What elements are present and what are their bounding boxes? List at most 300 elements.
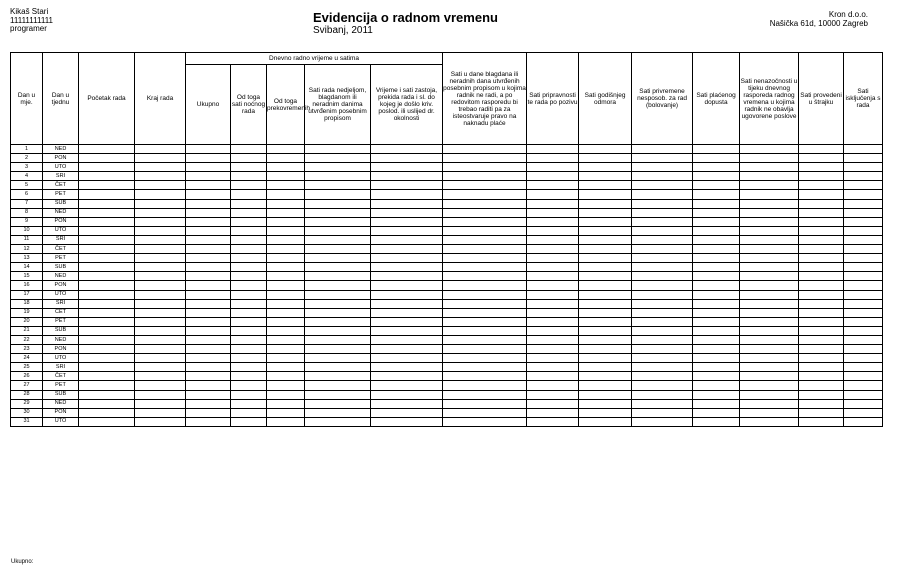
table-cell[interactable] <box>305 308 371 317</box>
table-cell[interactable] <box>305 290 371 299</box>
table-cell[interactable] <box>305 345 371 354</box>
table-cell[interactable] <box>267 290 305 299</box>
table-cell[interactable] <box>135 408 186 417</box>
table-cell[interactable] <box>579 408 632 417</box>
table-cell[interactable] <box>79 208 135 217</box>
table-cell[interactable] <box>231 208 267 217</box>
table-cell[interactable] <box>231 181 267 190</box>
table-cell[interactable] <box>79 226 135 235</box>
table-cell[interactable] <box>693 363 740 372</box>
table-cell[interactable] <box>632 172 693 181</box>
table-cell[interactable] <box>693 299 740 308</box>
table-cell[interactable] <box>527 172 579 181</box>
table-cell[interactable] <box>632 308 693 317</box>
table-cell[interactable] <box>844 290 883 299</box>
table-cell[interactable] <box>371 399 443 408</box>
table-cell[interactable] <box>135 163 186 172</box>
table-cell[interactable] <box>305 208 371 217</box>
table-cell[interactable] <box>799 154 844 163</box>
table-cell[interactable] <box>579 217 632 226</box>
table-cell[interactable] <box>79 399 135 408</box>
table-cell[interactable] <box>186 390 231 399</box>
table-cell[interactable] <box>527 263 579 272</box>
table-cell[interactable] <box>135 245 186 254</box>
table-cell[interactable] <box>799 208 844 217</box>
table-cell[interactable] <box>135 217 186 226</box>
table-cell[interactable] <box>527 272 579 281</box>
table-cell[interactable] <box>693 326 740 335</box>
table-cell[interactable] <box>443 190 527 199</box>
table-cell[interactable] <box>267 254 305 263</box>
table-cell[interactable] <box>632 199 693 208</box>
table-cell[interactable] <box>579 345 632 354</box>
table-cell[interactable] <box>305 199 371 208</box>
table-cell[interactable] <box>267 190 305 199</box>
table-cell[interactable] <box>527 335 579 344</box>
table-cell[interactable] <box>443 326 527 335</box>
table-cell[interactable] <box>79 181 135 190</box>
table-cell[interactable] <box>527 317 579 326</box>
table-cell[interactable] <box>799 172 844 181</box>
table-cell[interactable] <box>740 245 799 254</box>
table-cell[interactable] <box>231 163 267 172</box>
table-cell[interactable] <box>305 245 371 254</box>
table-cell[interactable] <box>844 381 883 390</box>
table-cell[interactable] <box>799 317 844 326</box>
table-cell[interactable] <box>740 172 799 181</box>
table-cell[interactable] <box>740 281 799 290</box>
table-cell[interactable] <box>740 317 799 326</box>
table-cell[interactable] <box>371 235 443 244</box>
table-cell[interactable] <box>186 254 231 263</box>
table-cell[interactable] <box>371 281 443 290</box>
table-cell[interactable] <box>740 208 799 217</box>
table-cell[interactable] <box>371 254 443 263</box>
table-cell[interactable] <box>186 263 231 272</box>
table-cell[interactable] <box>844 272 883 281</box>
table-cell[interactable] <box>135 417 186 426</box>
table-cell[interactable] <box>579 317 632 326</box>
table-cell[interactable] <box>267 417 305 426</box>
table-cell[interactable] <box>443 172 527 181</box>
table-cell[interactable] <box>693 335 740 344</box>
table-cell[interactable] <box>527 154 579 163</box>
table-cell[interactable] <box>231 399 267 408</box>
table-cell[interactable] <box>267 281 305 290</box>
table-cell[interactable] <box>799 245 844 254</box>
table-cell[interactable] <box>740 199 799 208</box>
table-cell[interactable] <box>371 226 443 235</box>
table-cell[interactable] <box>693 317 740 326</box>
table-cell[interactable] <box>799 290 844 299</box>
table-cell[interactable] <box>740 154 799 163</box>
table-cell[interactable] <box>231 381 267 390</box>
table-cell[interactable] <box>693 354 740 363</box>
table-cell[interactable] <box>740 163 799 172</box>
table-cell[interactable] <box>267 272 305 281</box>
table-cell[interactable] <box>79 235 135 244</box>
table-cell[interactable] <box>632 190 693 199</box>
table-cell[interactable] <box>267 372 305 381</box>
table-cell[interactable] <box>79 217 135 226</box>
table-cell[interactable] <box>79 372 135 381</box>
table-cell[interactable] <box>305 417 371 426</box>
table-cell[interactable] <box>231 190 267 199</box>
table-cell[interactable] <box>231 226 267 235</box>
table-cell[interactable] <box>693 217 740 226</box>
table-cell[interactable] <box>371 363 443 372</box>
table-cell[interactable] <box>799 399 844 408</box>
table-cell[interactable] <box>305 181 371 190</box>
table-cell[interactable] <box>443 154 527 163</box>
table-cell[interactable] <box>632 417 693 426</box>
table-cell[interactable] <box>579 335 632 344</box>
table-cell[interactable] <box>305 335 371 344</box>
table-cell[interactable] <box>527 363 579 372</box>
table-cell[interactable] <box>443 372 527 381</box>
table-cell[interactable] <box>267 172 305 181</box>
table-cell[interactable] <box>799 263 844 272</box>
table-cell[interactable] <box>135 154 186 163</box>
table-cell[interactable] <box>740 372 799 381</box>
table-cell[interactable] <box>267 245 305 254</box>
table-cell[interactable] <box>693 417 740 426</box>
table-cell[interactable] <box>135 272 186 281</box>
table-cell[interactable] <box>632 163 693 172</box>
table-cell[interactable] <box>799 372 844 381</box>
table-cell[interactable] <box>305 172 371 181</box>
table-cell[interactable] <box>844 163 883 172</box>
table-cell[interactable] <box>186 299 231 308</box>
table-cell[interactable] <box>79 245 135 254</box>
table-cell[interactable] <box>305 390 371 399</box>
table-cell[interactable] <box>267 408 305 417</box>
table-cell[interactable] <box>799 299 844 308</box>
table-cell[interactable] <box>186 381 231 390</box>
table-cell[interactable] <box>632 390 693 399</box>
table-cell[interactable] <box>231 390 267 399</box>
table-cell[interactable] <box>740 417 799 426</box>
table-cell[interactable] <box>693 181 740 190</box>
table-cell[interactable] <box>799 417 844 426</box>
table-cell[interactable] <box>371 199 443 208</box>
table-cell[interactable] <box>740 145 799 154</box>
table-cell[interactable] <box>231 290 267 299</box>
table-cell[interactable] <box>799 381 844 390</box>
table-cell[interactable] <box>693 281 740 290</box>
table-cell[interactable] <box>632 408 693 417</box>
table-cell[interactable] <box>186 335 231 344</box>
table-cell[interactable] <box>305 372 371 381</box>
table-cell[interactable] <box>527 354 579 363</box>
table-cell[interactable] <box>740 263 799 272</box>
table-cell[interactable] <box>135 390 186 399</box>
table-cell[interactable] <box>135 326 186 335</box>
table-cell[interactable] <box>231 417 267 426</box>
table-cell[interactable] <box>79 190 135 199</box>
table-cell[interactable] <box>371 299 443 308</box>
table-cell[interactable] <box>231 172 267 181</box>
table-cell[interactable] <box>305 272 371 281</box>
table-cell[interactable] <box>693 308 740 317</box>
table-cell[interactable] <box>443 145 527 154</box>
table-cell[interactable] <box>527 390 579 399</box>
table-cell[interactable] <box>740 354 799 363</box>
table-cell[interactable] <box>632 217 693 226</box>
table-cell[interactable] <box>135 290 186 299</box>
table-cell[interactable] <box>579 281 632 290</box>
table-cell[interactable] <box>443 217 527 226</box>
table-cell[interactable] <box>79 199 135 208</box>
table-cell[interactable] <box>135 281 186 290</box>
table-cell[interactable] <box>79 363 135 372</box>
table-cell[interactable] <box>135 145 186 154</box>
table-cell[interactable] <box>632 263 693 272</box>
table-cell[interactable] <box>186 345 231 354</box>
table-cell[interactable] <box>844 345 883 354</box>
table-cell[interactable] <box>632 245 693 254</box>
table-cell[interactable] <box>693 263 740 272</box>
table-cell[interactable] <box>371 172 443 181</box>
table-cell[interactable] <box>579 254 632 263</box>
table-cell[interactable] <box>186 399 231 408</box>
table-cell[interactable] <box>231 308 267 317</box>
table-cell[interactable] <box>527 145 579 154</box>
table-cell[interactable] <box>844 254 883 263</box>
table-cell[interactable] <box>371 181 443 190</box>
table-cell[interactable] <box>371 317 443 326</box>
table-cell[interactable] <box>579 172 632 181</box>
table-cell[interactable] <box>79 326 135 335</box>
table-cell[interactable] <box>186 281 231 290</box>
table-cell[interactable] <box>267 226 305 235</box>
table-cell[interactable] <box>693 399 740 408</box>
table-cell[interactable] <box>305 263 371 272</box>
table-cell[interactable] <box>740 254 799 263</box>
table-cell[interactable] <box>527 254 579 263</box>
table-cell[interactable] <box>267 181 305 190</box>
table-cell[interactable] <box>579 145 632 154</box>
table-cell[interactable] <box>527 281 579 290</box>
table-cell[interactable] <box>371 308 443 317</box>
table-cell[interactable] <box>186 199 231 208</box>
table-cell[interactable] <box>135 345 186 354</box>
table-cell[interactable] <box>267 335 305 344</box>
table-cell[interactable] <box>844 263 883 272</box>
table-cell[interactable] <box>267 345 305 354</box>
table-cell[interactable] <box>844 281 883 290</box>
table-cell[interactable] <box>371 245 443 254</box>
table-cell[interactable] <box>443 399 527 408</box>
table-cell[interactable] <box>186 226 231 235</box>
table-cell[interactable] <box>135 208 186 217</box>
table-cell[interactable] <box>186 272 231 281</box>
table-cell[interactable] <box>305 163 371 172</box>
table-cell[interactable] <box>632 181 693 190</box>
table-cell[interactable] <box>231 154 267 163</box>
table-cell[interactable] <box>231 245 267 254</box>
table-cell[interactable] <box>693 254 740 263</box>
table-cell[interactable] <box>371 354 443 363</box>
table-cell[interactable] <box>305 145 371 154</box>
table-cell[interactable] <box>693 381 740 390</box>
table-cell[interactable] <box>231 363 267 372</box>
table-cell[interactable] <box>527 399 579 408</box>
table-cell[interactable] <box>844 245 883 254</box>
table-cell[interactable] <box>579 363 632 372</box>
table-cell[interactable] <box>305 299 371 308</box>
table-cell[interactable] <box>135 308 186 317</box>
table-cell[interactable] <box>371 372 443 381</box>
table-cell[interactable] <box>305 317 371 326</box>
table-cell[interactable] <box>443 281 527 290</box>
table-cell[interactable] <box>443 308 527 317</box>
table-cell[interactable] <box>799 163 844 172</box>
table-cell[interactable] <box>579 299 632 308</box>
table-cell[interactable] <box>632 354 693 363</box>
table-cell[interactable] <box>443 345 527 354</box>
table-cell[interactable] <box>632 290 693 299</box>
table-cell[interactable] <box>135 335 186 344</box>
table-cell[interactable] <box>740 326 799 335</box>
table-cell[interactable] <box>844 235 883 244</box>
table-cell[interactable] <box>632 299 693 308</box>
table-cell[interactable] <box>186 317 231 326</box>
table-cell[interactable] <box>443 263 527 272</box>
table-cell[interactable] <box>799 363 844 372</box>
table-cell[interactable] <box>579 208 632 217</box>
table-cell[interactable] <box>371 272 443 281</box>
table-cell[interactable] <box>305 408 371 417</box>
table-cell[interactable] <box>527 372 579 381</box>
table-cell[interactable] <box>693 390 740 399</box>
table-cell[interactable] <box>135 181 186 190</box>
table-cell[interactable] <box>135 381 186 390</box>
table-cell[interactable] <box>527 217 579 226</box>
table-cell[interactable] <box>799 190 844 199</box>
table-cell[interactable] <box>443 408 527 417</box>
table-cell[interactable] <box>267 381 305 390</box>
table-cell[interactable] <box>799 272 844 281</box>
table-cell[interactable] <box>740 235 799 244</box>
table-cell[interactable] <box>527 199 579 208</box>
table-cell[interactable] <box>443 226 527 235</box>
table-cell[interactable] <box>267 263 305 272</box>
table-cell[interactable] <box>135 263 186 272</box>
table-cell[interactable] <box>79 408 135 417</box>
table-cell[interactable] <box>371 326 443 335</box>
table-cell[interactable] <box>79 281 135 290</box>
table-cell[interactable] <box>371 345 443 354</box>
table-cell[interactable] <box>186 326 231 335</box>
table-cell[interactable] <box>527 181 579 190</box>
table-cell[interactable] <box>740 381 799 390</box>
table-cell[interactable] <box>443 245 527 254</box>
table-cell[interactable] <box>844 354 883 363</box>
table-cell[interactable] <box>844 390 883 399</box>
table-cell[interactable] <box>799 217 844 226</box>
table-cell[interactable] <box>135 254 186 263</box>
table-cell[interactable] <box>267 390 305 399</box>
table-cell[interactable] <box>305 363 371 372</box>
table-cell[interactable] <box>844 372 883 381</box>
table-cell[interactable] <box>79 272 135 281</box>
table-cell[interactable] <box>844 317 883 326</box>
table-cell[interactable] <box>305 235 371 244</box>
table-cell[interactable] <box>267 363 305 372</box>
table-cell[interactable] <box>79 290 135 299</box>
table-cell[interactable] <box>844 226 883 235</box>
table-cell[interactable] <box>693 245 740 254</box>
table-cell[interactable] <box>693 199 740 208</box>
table-cell[interactable] <box>844 190 883 199</box>
table-cell[interactable] <box>443 254 527 263</box>
table-cell[interactable] <box>267 299 305 308</box>
table-cell[interactable] <box>186 217 231 226</box>
table-cell[interactable] <box>799 181 844 190</box>
table-cell[interactable] <box>186 290 231 299</box>
table-cell[interactable] <box>186 235 231 244</box>
table-cell[interactable] <box>693 190 740 199</box>
table-cell[interactable] <box>579 226 632 235</box>
table-cell[interactable] <box>231 408 267 417</box>
table-cell[interactable] <box>371 417 443 426</box>
table-cell[interactable] <box>527 290 579 299</box>
table-cell[interactable] <box>579 326 632 335</box>
table-cell[interactable] <box>231 217 267 226</box>
table-cell[interactable] <box>79 381 135 390</box>
table-cell[interactable] <box>443 390 527 399</box>
table-cell[interactable] <box>79 254 135 263</box>
table-cell[interactable] <box>527 308 579 317</box>
table-cell[interactable] <box>740 226 799 235</box>
table-cell[interactable] <box>305 381 371 390</box>
table-cell[interactable] <box>799 354 844 363</box>
table-cell[interactable] <box>186 308 231 317</box>
table-cell[interactable] <box>799 254 844 263</box>
table-cell[interactable] <box>693 290 740 299</box>
table-cell[interactable] <box>579 181 632 190</box>
table-cell[interactable] <box>844 154 883 163</box>
table-cell[interactable] <box>135 399 186 408</box>
table-cell[interactable] <box>186 181 231 190</box>
table-cell[interactable] <box>799 390 844 399</box>
table-cell[interactable] <box>844 363 883 372</box>
table-cell[interactable] <box>443 290 527 299</box>
table-cell[interactable] <box>632 372 693 381</box>
table-cell[interactable] <box>371 408 443 417</box>
table-cell[interactable] <box>231 354 267 363</box>
table-cell[interactable] <box>267 199 305 208</box>
table-cell[interactable] <box>135 317 186 326</box>
table-cell[interactable] <box>740 181 799 190</box>
table-cell[interactable] <box>740 335 799 344</box>
table-cell[interactable] <box>632 363 693 372</box>
table-cell[interactable] <box>443 272 527 281</box>
table-cell[interactable] <box>231 281 267 290</box>
table-cell[interactable] <box>632 226 693 235</box>
table-cell[interactable] <box>186 145 231 154</box>
table-cell[interactable] <box>186 354 231 363</box>
table-cell[interactable] <box>799 308 844 317</box>
table-cell[interactable] <box>693 154 740 163</box>
table-cell[interactable] <box>579 417 632 426</box>
table-cell[interactable] <box>443 235 527 244</box>
table-cell[interactable] <box>231 299 267 308</box>
table-cell[interactable] <box>740 308 799 317</box>
table-cell[interactable] <box>186 408 231 417</box>
table-cell[interactable] <box>231 317 267 326</box>
